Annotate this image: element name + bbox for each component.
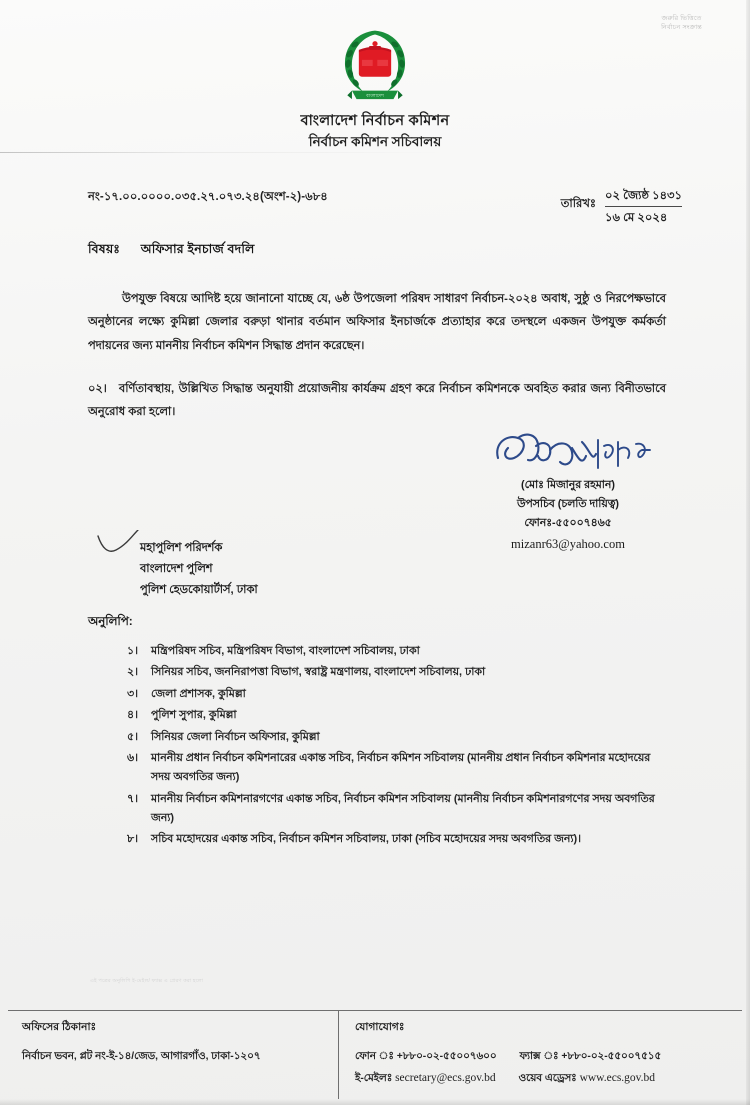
organization-subtitle: নির্বাচন কমিশন সচিবালয় — [308, 134, 442, 150]
list-item-text: পুলিশ সুপার, কুমিল্লা — [151, 709, 237, 722]
handwritten-check-mark-icon — [96, 530, 142, 560]
signatory-designation: উপসচিব (চলতি দায়িত্ব) — [517, 498, 619, 511]
subject-text: অফিসার ইনচার্জ বদলি — [140, 242, 255, 256]
list-item-text: জেলা প্রশাসক, কুমিল্লা — [151, 687, 246, 700]
list-item-text: মন্ত্রিপরিষদ সচিব, মন্ত্রিপরিষদ বিভাগ, বাংলাদেশ সচিবালয়, ঢাকা — [151, 645, 420, 657]
paragraph-2-number: ০২। — [88, 382, 107, 395]
list-item — [127, 706, 672, 725]
paragraph-1: উপযুক্ত বিষয়ে আদিষ্ট হয়ে জানানো যাচ্ছে যে, ৬ষ্ঠ উপজেলা পরিষদ সাধারণ নির্বাচন-২০২৪ অবাধ, সুষ্ঠু ও নিরপেক্ষভাবে অনুষ্ঠানের লক্ষ্যে কুমিল্লা জেলার বরুড়া থানার বর্তমান অফিসার ইনচার্জকে প্রত্যাহার করে তদস্থলে একজন উপযুক্ত কর্মকর্তা পদায়নের জন্য মাননীয় নির্বাচন কমিশন সিদ্ধান্ত প্রদান করেছেন। — [88, 293, 666, 352]
footer-email-web-line — [355, 1067, 742, 1089]
list-item — [127, 830, 672, 849]
distribution-title: অনুলিপি: — [88, 614, 133, 628]
footer-contact-heading: যোগাযোগঃ — [355, 1021, 405, 1033]
list-item-number: ১। — [127, 645, 138, 657]
list-item — [127, 685, 672, 704]
addressee-block — [140, 538, 258, 602]
scan-edge-shadow-right — [746, 0, 750, 1105]
memo-number: নং-১৭.০০.০০০০.০৩৫.২৭.০৭৩.২৪(অংশ-২)-৬৮৪ — [88, 191, 328, 203]
footer-email-value[interactable]: secretary@ecs.gov.bd — [395, 1072, 496, 1085]
list-item-number: ৩। — [127, 687, 138, 700]
letterhead — [0, 26, 750, 153]
list-item-text: মাননীয় নির্বাচন কমিশনারগণের একান্ত সচিব, নির্বাচন কমিশন সচিবালয় (মাননীয় নির্বাচন কমিশনারগণের সদয় অবগতির জন্য) — [151, 792, 655, 824]
list-item-text: সিনিয়র জেলা নির্বাচন অফিসার, কুমিল্লা — [151, 730, 320, 743]
handwritten-signature-icon — [478, 428, 658, 476]
footer-email-label: ই-মেইলঃ — [355, 1073, 393, 1085]
footer-address-heading: অফিসের ঠিকানাঃ — [22, 1021, 97, 1033]
date-block — [561, 188, 682, 227]
footer-phone-fax-line — [355, 1047, 742, 1067]
list-item-number: ৭। — [127, 792, 138, 805]
list-item-number: ৬। — [127, 752, 138, 765]
signatory-name: (মোঃ মিজানুর রহমান) — [521, 479, 615, 491]
list-item — [127, 749, 672, 787]
list-item — [127, 728, 672, 747]
distribution-list — [127, 642, 672, 852]
date-label: তারিখঃ — [560, 198, 597, 210]
list-item-number: ৪। — [127, 709, 138, 722]
footer-phone-label: ফোন ঃ — [355, 1051, 394, 1062]
footer-address-column — [8, 1011, 338, 1099]
signature-block — [452, 428, 684, 555]
footer — [8, 1011, 742, 1099]
signatory-email: mizanr63@yahoo.com — [511, 536, 625, 551]
list-item-text: সচিব মহোদয়ের একান্ত সচিব, নির্বাচন কমিশন সচিবালয়, ঢাকা (সচিব মহোদয়ের সদয় অবগতির জন্য)। — [151, 833, 582, 846]
bangladesh-election-commission-emblem-icon — [336, 26, 414, 106]
paragraph-2-text: বর্ণিতাবস্থায়, উল্লিখিত সিদ্ধান্ত অনুযায়ী প্রয়োজনীয় কার্যক্রম গ্রহণ করে নির্বাচন কমিশনকে অবহিত করার জন্য বিনীতভাবে অনুরোধ করা হলো। — [88, 382, 666, 419]
organization-title: বাংলাদেশ নির্বাচন কমিশন — [300, 113, 450, 129]
footer-contact-column — [339, 1011, 742, 1099]
addressee-line-1: মহাপুলিশ পরিদর্শক — [140, 542, 223, 554]
addressee-line-2: বাংলাদেশ পুলিশ — [140, 563, 213, 576]
list-item-number: ৫। — [127, 730, 138, 743]
footer-fax-value: +৮৮০-০২-৫৫০০৭৫১৫ — [561, 1051, 662, 1062]
footer-web-value[interactable]: www.ecs.gov.bd — [579, 1072, 656, 1085]
footer-web-label: ওয়েব এড্রেসঃ — [518, 1073, 577, 1085]
subject-line — [88, 241, 255, 261]
signatory-phone: ফোনঃ-৫৫০০৭৪৬৫ — [524, 517, 612, 530]
addressee-line-3: পুলিশ হেডকোয়ার্টার্স, ঢাকা — [140, 584, 258, 597]
list-item-number: ৮। — [127, 833, 138, 846]
list-item — [127, 642, 672, 661]
scan-edge-shadow-bottom — [0, 1099, 750, 1105]
list-item-number: ২। — [127, 666, 138, 679]
list-item — [127, 790, 672, 828]
footer-phone-value: +৮৮০-০২-৫৫০০৭৬০০ — [396, 1051, 497, 1062]
subject-label: বিষয়ঃ — [88, 242, 121, 256]
date-bengali: ০২ জ্যৈষ্ঠ ১৪৩১ — [605, 188, 682, 207]
list-item — [127, 663, 672, 682]
svg-text:বাংলাদেশ: বাংলাদেশ — [366, 92, 384, 98]
date-english: ১৬ মে ২০২৪ — [605, 211, 668, 224]
footer-fax-label: ফ্যাক্স ঃ — [519, 1051, 559, 1062]
letter-body — [88, 288, 666, 424]
list-item-text: সিনিয়র সচিব, জননিরাপত্তা বিভাগ, স্বরাষ্ট্র মন্ত্রণালয়, বাংলাদেশ সচিবালয়, ঢাকা — [151, 666, 486, 679]
corner-note-line-1: জরুরি ভিত্তিতে — [661, 15, 702, 22]
faint-footnote: এই পত্রের অনুলিপি ই-মেইল/ ফ্যাক্স এ প্রেরণ করা হলো — [90, 978, 204, 984]
paragraph-2 — [88, 378, 666, 425]
corner-note-line-2: নির্বাচন সংক্রান্ত — [661, 24, 702, 32]
memo-meta-row — [88, 188, 682, 227]
list-item-text: মাননীয় প্রধান নির্বাচন কমিশনারের একান্ত সচিব, নির্বাচন কমিশন সচিবালয় (মাননীয় প্রধান নির্বাচন কমিশনার মহোদয়ের সদয় অবগতির জন্য) — [151, 752, 651, 784]
footer-address-text: নির্বাচন ভবন, প্লট নং-ই-১৪/জেড, আগারগাঁও, ঢাকা-১২০৭ — [22, 1051, 261, 1062]
date-values — [605, 188, 682, 227]
